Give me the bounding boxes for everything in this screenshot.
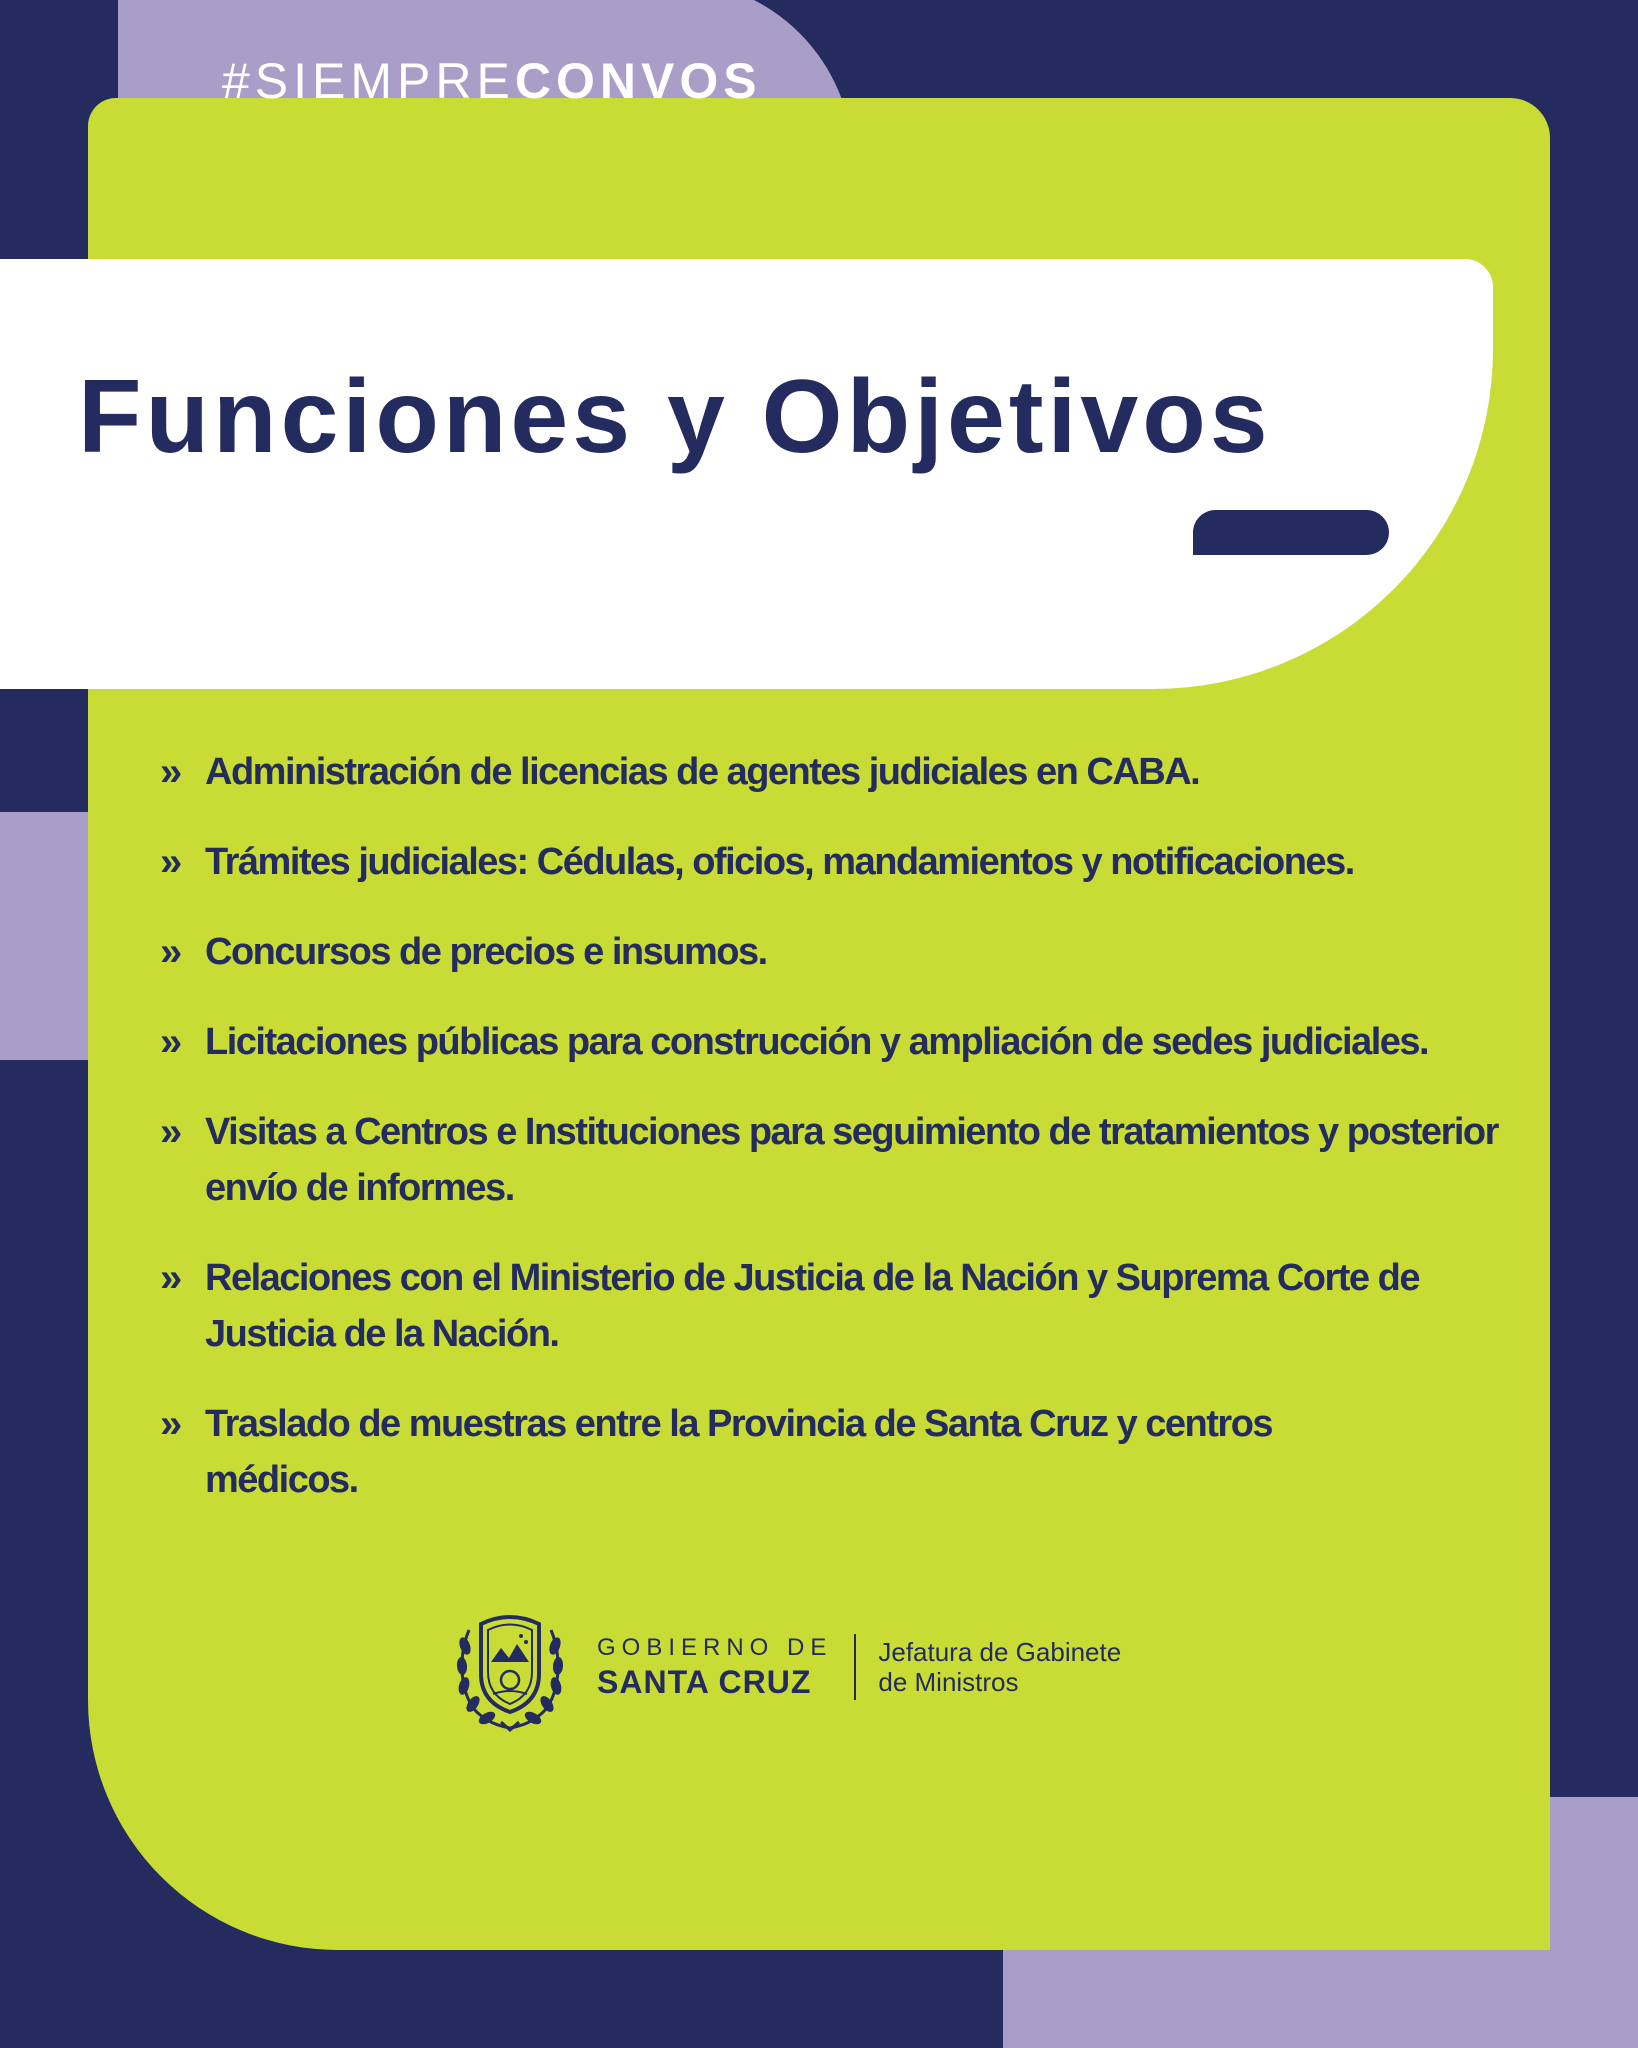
- double-chevron-right-icon: »: [160, 930, 183, 974]
- list-item: [160, 1104, 1505, 1216]
- page-title: Funciones y Objetivos: [78, 359, 1272, 475]
- list-item-text: Visitas a Centros e Instituciones para seguimiento de tratamientos y posterior envío de informes.: [205, 1111, 1498, 1209]
- list-item: [160, 1014, 1435, 1070]
- list-item-text: Concursos de precios e insumos.: [205, 931, 767, 973]
- gov-line1: GOBIERNO DE: [597, 1633, 833, 1661]
- hashtag: [222, 52, 762, 110]
- list-item: [160, 924, 1540, 980]
- list-item-text: Trámites judiciales: Cédulas, oficios, mandamientos y notificaciones.: [205, 841, 1354, 883]
- list-item-text: Relaciones con el Ministerio de Justicia de la Nación y Suprema Corte de Justicia de la Nación.: [205, 1257, 1419, 1355]
- provincial-crest-icon: [455, 1602, 565, 1732]
- list-item: [160, 744, 1540, 800]
- list-item: [160, 834, 1540, 890]
- logo-divider: [854, 1634, 856, 1700]
- double-chevron-right-icon: »: [160, 750, 183, 794]
- dept-line2: de Ministros: [878, 1667, 1019, 1697]
- footer-logo: [455, 1602, 1121, 1732]
- department-name: [878, 1637, 1121, 1697]
- lavender-left-shape: [0, 812, 88, 1060]
- list-item-text: Administración de licencias de agentes judiciales en CABA.: [205, 751, 1200, 793]
- title-underline: [1193, 510, 1389, 555]
- double-chevron-right-icon: »: [160, 1110, 183, 1154]
- dept-line1: Jefatura de Gabinete: [878, 1637, 1122, 1667]
- list-item: [160, 1250, 1465, 1362]
- hashtag-bold: CONVOS: [514, 53, 762, 109]
- list-item: [160, 1396, 1315, 1508]
- double-chevron-right-icon: »: [160, 840, 183, 884]
- objectives-list: [160, 744, 1540, 1542]
- double-chevron-right-icon: »: [160, 1402, 183, 1446]
- double-chevron-right-icon: »: [160, 1256, 183, 1300]
- government-name: [597, 1634, 832, 1701]
- list-item-text: Licitaciones públicas para construcción y ampliación de sedes judiciales.: [205, 1021, 1429, 1063]
- gov-line2: SANTA CRUZ: [597, 1663, 812, 1700]
- list-item-text: Traslado de muestras entre la Provincia de Santa Cruz y centros médicos.: [205, 1403, 1273, 1501]
- double-chevron-right-icon: »: [160, 1020, 183, 1064]
- hashtag-light: #SIEMPRE: [222, 53, 515, 109]
